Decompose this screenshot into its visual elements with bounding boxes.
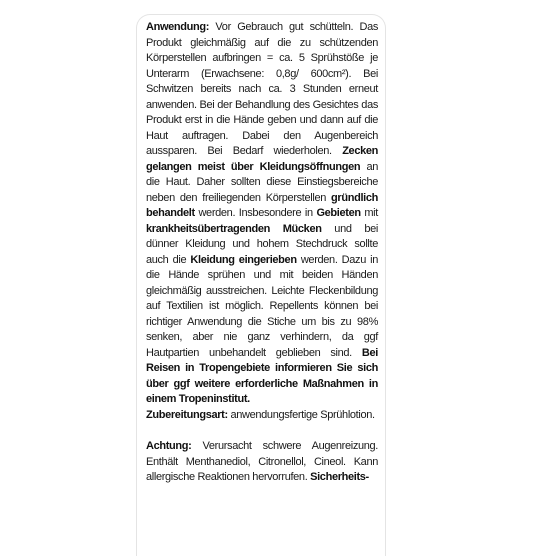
anwendung-paragraph xyxy=(146,20,378,408)
anwendung-text-6: werden. Dazu in die Hände sprühen und mit beiden Händen gleichmäßig ausstreichen. Leichte Fleckenbildung auf Textilien ist möglich. Repellents können bei richtiger Anwendung die Stiche um bis zu 98% senken, aber nie ganz verhindern, da ggf Hautpartien unbehandelt geblieben sind. xyxy=(146,253,378,359)
sicherheits-heading: Sicherheits- xyxy=(310,471,369,483)
zecken-warning: Zecken gelangen meist über Kleidungsöffnungen xyxy=(146,145,378,173)
tropen-warning: Bei Reisen in Tropengebiete informieren Sie sich über ggf weitere erforderliche Maßnahmen in einem Tropeninstitut. xyxy=(146,346,378,405)
achtung-text: Verursacht schwere Augenreizung. Enthält Menthanediol, Citronellol, Cineol. Kann allergische Reaktionen hervorrufen. xyxy=(146,440,378,483)
muecken-emphasis: krankheitsübertragenden Mücken xyxy=(146,222,322,235)
anwendung-heading: Anwendung: xyxy=(146,21,210,33)
anwendung-text-3: werden. Insbesondere in xyxy=(194,207,317,219)
zubereitungsart-heading: Zubereitungsart: xyxy=(146,408,228,421)
gebieten-emphasis: Gebieten xyxy=(316,207,361,219)
anwendung-text-1: Vor Gebrauch gut schütteln. Das Produkt gleichmäßig auf die zu schützenden Körperstellen aufbringen = ca. 5 Sprühstöße je Unterarm (Erwachsene: 0,8g/ 600cm²). Bei Schwitzen bereits nach ca. 3 Stunden erneut anwenden. Bei der Behandlung des Gesichtes das Produkt erst in die Hände geben und dann auf die Haut auftragen. Dabei den Augenbereich aussparen. Bei Bedarf wiederholen. xyxy=(146,21,378,157)
achtung-paragraph xyxy=(146,439,378,486)
gruendlich-behandelt: gründlich behandelt xyxy=(146,191,378,219)
zubereitungsart-paragraph xyxy=(146,408,378,424)
anwendung-text-5: und bei dünner Kleidung und hohem Stechdruck sollte auch die xyxy=(146,222,378,266)
zubereitungsart-text: anwendungsfertige Sprühlotion. xyxy=(227,408,375,421)
anwendung-text-4: mit xyxy=(360,207,378,219)
label-text-block xyxy=(146,20,378,486)
achtung-heading: Achtung: xyxy=(146,440,192,452)
anwendung-text-2: an die Haut. Daher sollten diese Einstiegsbereiche neben den freiliegenden Körperstellen xyxy=(146,160,378,204)
kleidung-emphasis: Kleidung eingerieben xyxy=(190,253,297,266)
